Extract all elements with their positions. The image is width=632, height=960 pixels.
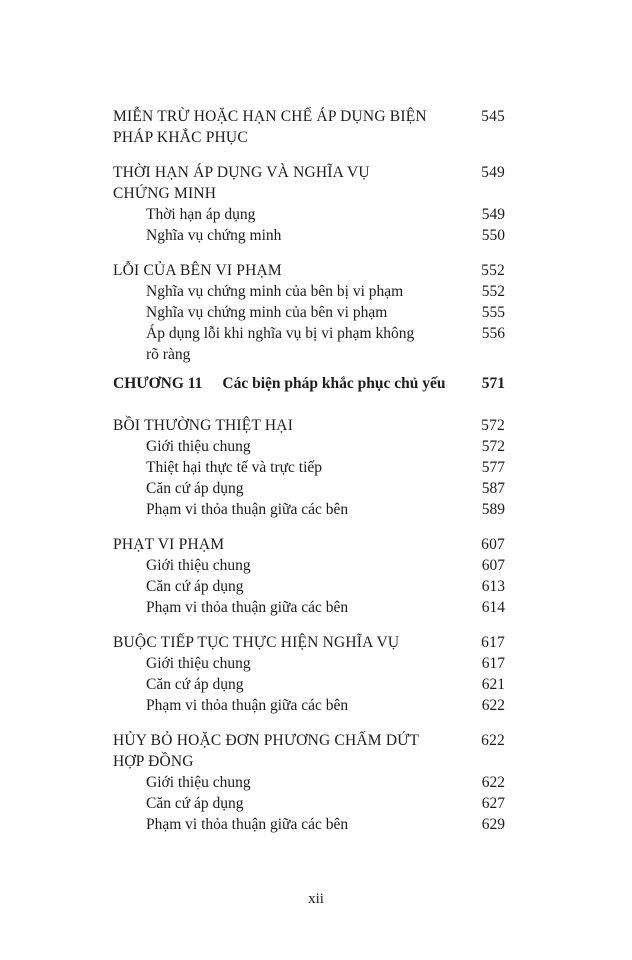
toc-line: Nghĩa vụ chứng minh của bên vi phạm xyxy=(146,304,388,321)
toc-entry-title xyxy=(113,674,482,695)
toc-entry-title xyxy=(113,373,482,394)
toc-entry-section xyxy=(113,162,505,204)
toc-line: Căn cứ áp dụng xyxy=(146,676,244,693)
toc-line: CHỨNG MINH xyxy=(113,185,217,202)
toc-line: MIỄN TRỪ HOẶC HẠN CHẾ ÁP DỤNG BIỆN xyxy=(113,108,427,125)
toc-line: Giới thiệu chung xyxy=(146,774,251,791)
toc-entry-title xyxy=(113,225,482,246)
page-number-footer: xii xyxy=(308,891,324,907)
toc-page-number: 556 xyxy=(481,325,505,342)
toc-line: LỖI CỦA BÊN VI PHẠM xyxy=(113,262,282,279)
toc-line: HỦY BỎ HOẶC ĐƠN PHƯƠNG CHẤM DỨT xyxy=(113,732,420,749)
toc-page-number: 621 xyxy=(481,676,505,693)
toc-page-number: 622 xyxy=(481,732,505,749)
toc-line: Thời hạn áp dụng xyxy=(146,206,256,223)
toc-entry-sub xyxy=(113,793,505,814)
toc-page-number: 550 xyxy=(481,227,505,244)
toc-entry-sub xyxy=(113,674,505,695)
toc-entry-sub xyxy=(113,695,505,716)
toc-page-number: 549 xyxy=(481,206,505,223)
toc-entry-title xyxy=(113,814,482,835)
toc-line: PHẠT VI PHẠM xyxy=(113,536,225,553)
toc-list xyxy=(113,106,505,835)
toc-entry-title xyxy=(113,436,482,457)
toc-page-number: 545 xyxy=(481,108,505,125)
toc-line: PHÁP KHẮC PHỤC xyxy=(113,129,248,146)
toc-line: Nghĩa vụ chứng minh xyxy=(146,227,282,244)
toc-entry-title xyxy=(113,323,482,365)
toc-page-number: 572 xyxy=(481,417,505,434)
toc-entry-title xyxy=(113,534,481,555)
toc-page-number: 577 xyxy=(481,459,505,476)
toc-page-number: 587 xyxy=(481,480,505,497)
toc-page-number: 549 xyxy=(481,164,505,181)
toc-entry-sub xyxy=(113,555,505,576)
toc-entry-sub xyxy=(113,436,505,457)
toc-entry-sub xyxy=(113,576,505,597)
toc-entry-title xyxy=(113,457,482,478)
toc-line: Nghĩa vụ chứng minh của bên bị vi phạm xyxy=(146,283,404,300)
toc-page-number: 607 xyxy=(481,536,505,553)
toc-entry-sub xyxy=(113,204,505,225)
chapter-label: CHƯƠNG 11 xyxy=(113,375,203,392)
toc-entry-title xyxy=(113,162,481,204)
toc-entry-title xyxy=(113,793,482,814)
toc-page-number: 622 xyxy=(481,697,505,714)
toc-page-number: 613 xyxy=(481,578,505,595)
toc-entry-title xyxy=(113,576,482,597)
toc-line: Phạm vi thỏa thuận giữa các bên xyxy=(146,816,349,833)
toc-page-number: 607 xyxy=(481,557,505,574)
toc-entry-title xyxy=(113,632,481,653)
toc-line: Căn cứ áp dụng xyxy=(146,578,244,595)
chapter-title: Các biện pháp khắc phục chủ yếu xyxy=(222,375,446,392)
toc-entry-title xyxy=(113,772,482,793)
toc-entry-sub xyxy=(113,457,505,478)
toc-entry-sub xyxy=(113,225,505,246)
toc-entry-sub xyxy=(113,597,505,618)
toc-line: Giới thiệu chung xyxy=(146,438,251,455)
toc-entry-title xyxy=(113,597,482,618)
toc-line: Giới thiệu chung xyxy=(146,557,251,574)
toc-page-number: 571 xyxy=(481,375,505,392)
toc-page-number: 617 xyxy=(481,655,505,672)
toc-entry-sub xyxy=(113,772,505,793)
toc-entry-title xyxy=(113,302,482,323)
toc-entry-title xyxy=(113,555,482,576)
toc-page-number: 552 xyxy=(481,283,505,300)
toc-entry-sub xyxy=(113,478,505,499)
toc-line xyxy=(113,373,470,394)
toc-entry-title xyxy=(113,695,482,716)
toc-entry-title xyxy=(113,653,482,674)
toc-page-number: 572 xyxy=(481,438,505,455)
toc-entry-title xyxy=(113,281,482,302)
toc-page-number: 617 xyxy=(481,634,505,651)
toc-line: Căn cứ áp dụng xyxy=(146,795,244,812)
toc-line: Phạm vi thỏa thuận giữa các bên xyxy=(146,599,349,616)
toc-line: THỜI HẠN ÁP DỤNG VÀ NGHĨA VỤ xyxy=(113,164,370,181)
toc-entry-sub xyxy=(113,653,505,674)
toc-page-number: 614 xyxy=(481,599,505,616)
toc-entry-title xyxy=(113,730,481,772)
toc-line: Căn cứ áp dụng xyxy=(146,480,244,497)
toc-line: Phạm vi thỏa thuận giữa các bên xyxy=(146,697,349,714)
toc-page-number: 622 xyxy=(481,774,505,791)
toc-entry-sub xyxy=(113,323,505,365)
toc-page-number: 552 xyxy=(481,262,505,279)
toc-entry-section xyxy=(113,260,505,281)
toc-entry-title xyxy=(113,415,481,436)
toc-entry-section xyxy=(113,415,505,436)
toc-page-number: 629 xyxy=(481,816,505,833)
toc-entry-sub xyxy=(113,499,505,520)
toc-entry-sub xyxy=(113,814,505,835)
toc-entry-title xyxy=(113,204,482,225)
toc-entry-chapter xyxy=(113,373,505,394)
toc-line: BỒI THƯỜNG THIỆT HẠI xyxy=(113,417,294,434)
toc-entry-title xyxy=(113,106,481,148)
toc-page-number: 627 xyxy=(481,795,505,812)
toc-entry-title xyxy=(113,499,482,520)
toc-line: Thiệt hại thực tế và trực tiếp xyxy=(146,459,323,476)
toc-line: Áp dụng lỗi khi nghĩa vụ bị vi phạm không xyxy=(146,325,415,342)
toc-line: HỢP ĐỒNG xyxy=(113,753,194,770)
toc-entry-section xyxy=(113,534,505,555)
toc-line: Giới thiệu chung xyxy=(146,655,251,672)
toc-line: rõ ràng xyxy=(146,346,191,363)
toc-entry-title xyxy=(113,260,481,281)
toc-page-number: 589 xyxy=(481,501,505,518)
toc-line: Phạm vi thỏa thuận giữa các bên xyxy=(146,501,349,518)
toc-entry-section xyxy=(113,106,505,148)
toc-line: BUỘC TIẾP TỤC THỰC HIỆN NGHĨA VỤ xyxy=(113,634,400,651)
toc-entry-sub xyxy=(113,281,505,302)
toc-page-number: 555 xyxy=(481,304,505,321)
toc-entry-title xyxy=(113,478,482,499)
toc-entry-section xyxy=(113,632,505,653)
toc-entry-sub xyxy=(113,302,505,323)
toc-entry-section xyxy=(113,730,505,772)
